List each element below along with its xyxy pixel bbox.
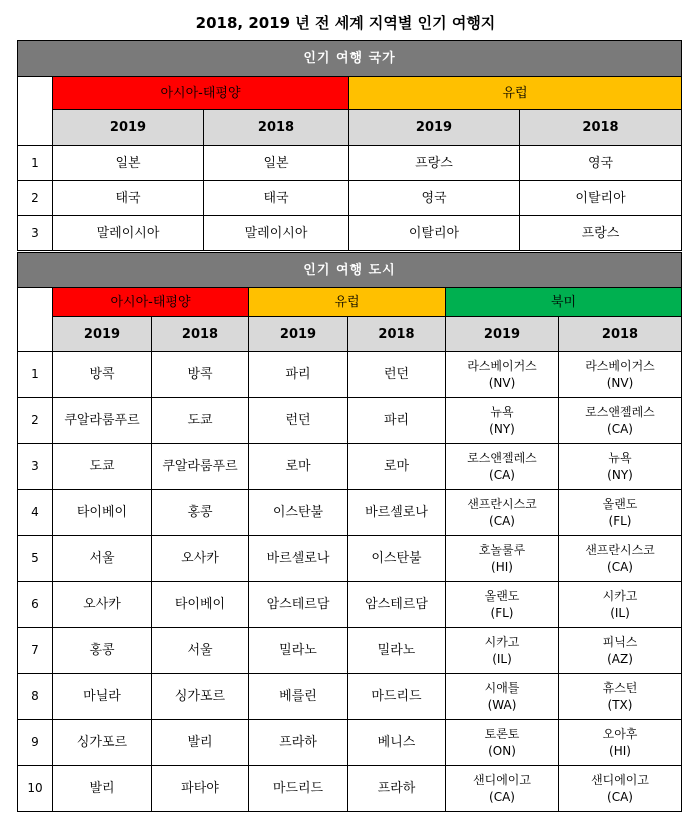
country-cell: 이탈리아 bbox=[520, 181, 682, 216]
table-row bbox=[18, 490, 682, 536]
city-cell: 싱가포르 bbox=[53, 720, 152, 766]
na-city-cell bbox=[446, 352, 559, 398]
city-cell: 오사카 bbox=[152, 536, 249, 582]
rank-cell: 4 bbox=[18, 490, 53, 536]
rank-cell: 8 bbox=[18, 674, 53, 720]
na-city-name: 라스베이거스 bbox=[467, 358, 537, 373]
na-state-code: (HI) bbox=[609, 743, 631, 758]
na-state-code: (FL) bbox=[608, 513, 632, 528]
na-state-code: (CA) bbox=[489, 513, 515, 528]
city-cell: 쿠알라룸푸르 bbox=[152, 444, 249, 490]
table-row bbox=[18, 444, 682, 490]
rank-header-blank bbox=[18, 288, 53, 352]
city-cell: 마드리드 bbox=[348, 674, 446, 720]
city-cell: 파리 bbox=[249, 352, 348, 398]
country-cell: 태국 bbox=[204, 181, 349, 216]
rank-cell: 9 bbox=[18, 720, 53, 766]
country-cell: 영국 bbox=[520, 146, 682, 181]
table-row bbox=[18, 766, 682, 812]
na-city-cell bbox=[446, 674, 559, 720]
na-city-name: 라스베이거스 bbox=[585, 358, 655, 373]
cities-section-title: 인기 여행 도시 bbox=[18, 253, 682, 288]
city-cell: 타이베이 bbox=[53, 490, 152, 536]
city-cell: 서울 bbox=[152, 628, 249, 674]
city-cell: 싱가포르 bbox=[152, 674, 249, 720]
na-city-name: 샌프란시스코 bbox=[585, 542, 655, 557]
na-city-name: 샌디에이고 bbox=[591, 772, 649, 787]
na-city-name: 휴스턴 bbox=[602, 680, 638, 695]
na-city-name: 올랜도 bbox=[602, 496, 638, 511]
city-cell: 암스테르담 bbox=[348, 582, 446, 628]
table-row bbox=[18, 536, 682, 582]
na-city-cell bbox=[446, 628, 559, 674]
na-state-code: (CA) bbox=[607, 559, 633, 574]
table-row bbox=[18, 628, 682, 674]
year-header: 2018 bbox=[204, 110, 349, 146]
rank-cell: 3 bbox=[18, 444, 53, 490]
region-europe: 유럽 bbox=[249, 288, 446, 317]
na-city-cell bbox=[446, 582, 559, 628]
na-city-name: 로스앤젤레스 bbox=[467, 450, 537, 465]
city-cell: 이스탄불 bbox=[348, 536, 446, 582]
na-city-name: 샌디에이고 bbox=[473, 772, 531, 787]
na-state-code: (CA) bbox=[607, 789, 633, 804]
city-cell: 밀라노 bbox=[348, 628, 446, 674]
table-row bbox=[18, 146, 682, 181]
region-asia-pacific: 아시아-태평양 bbox=[53, 77, 349, 110]
city-cell: 마드리드 bbox=[249, 766, 348, 812]
year-header: 2019 bbox=[249, 317, 348, 352]
na-city-cell bbox=[559, 674, 682, 720]
na-city-cell bbox=[446, 398, 559, 444]
city-cell: 밀라노 bbox=[249, 628, 348, 674]
table-row bbox=[18, 398, 682, 444]
city-cell: 발리 bbox=[152, 720, 249, 766]
na-city-name: 샌프란시스코 bbox=[467, 496, 537, 511]
country-cell: 말레이시아 bbox=[53, 216, 204, 251]
city-cell: 베를린 bbox=[249, 674, 348, 720]
na-city-name: 뉴욕 bbox=[608, 450, 632, 465]
rank-cell: 6 bbox=[18, 582, 53, 628]
city-cell: 방콕 bbox=[53, 352, 152, 398]
na-city-cell bbox=[446, 766, 559, 812]
na-city-cell bbox=[559, 582, 682, 628]
na-state-code: (NV) bbox=[606, 375, 634, 390]
na-state-code: (NV) bbox=[488, 375, 516, 390]
region-asia-pacific: 아시아-태평양 bbox=[53, 288, 249, 317]
year-header: 2019 bbox=[349, 110, 520, 146]
na-city-cell bbox=[446, 720, 559, 766]
city-cell: 로마 bbox=[348, 444, 446, 490]
year-header: 2018 bbox=[520, 110, 682, 146]
page-title: 2018, 2019 년 전 세계 지역별 인기 여행지 bbox=[195, 14, 496, 32]
na-city-cell bbox=[446, 490, 559, 536]
na-city-name: 로스앤젤레스 bbox=[585, 404, 655, 419]
na-city-cell bbox=[559, 444, 682, 490]
city-cell: 도쿄 bbox=[152, 398, 249, 444]
na-city-cell bbox=[446, 444, 559, 490]
city-cell: 바르셀로나 bbox=[249, 536, 348, 582]
na-state-code: (ON) bbox=[488, 743, 516, 758]
na-city-name: 피닉스 bbox=[602, 634, 638, 649]
country-cell: 일본 bbox=[204, 146, 349, 181]
city-cell: 홍콩 bbox=[152, 490, 249, 536]
na-city-name: 호놀룰루 bbox=[478, 542, 526, 557]
city-cell: 오사카 bbox=[53, 582, 152, 628]
city-cell: 방콕 bbox=[152, 352, 249, 398]
rank-cell: 2 bbox=[18, 181, 53, 216]
na-city-cell bbox=[446, 536, 559, 582]
country-cell: 태국 bbox=[53, 181, 204, 216]
na-city-name: 뉴욕 bbox=[490, 404, 514, 419]
table-row bbox=[18, 216, 682, 251]
na-state-code: (NY) bbox=[607, 467, 633, 482]
rank-cell: 3 bbox=[18, 216, 53, 251]
year-header: 2019 bbox=[446, 317, 559, 352]
city-cell: 바르셀로나 bbox=[348, 490, 446, 536]
city-cell: 타이베이 bbox=[152, 582, 249, 628]
year-header: 2018 bbox=[559, 317, 682, 352]
countries-table bbox=[17, 40, 682, 251]
table-row bbox=[18, 352, 682, 398]
na-state-code: (HI) bbox=[491, 559, 513, 574]
city-cell: 마닐라 bbox=[53, 674, 152, 720]
na-state-code: (FL) bbox=[490, 605, 514, 620]
na-city-name: 시카고 bbox=[602, 588, 638, 603]
city-cell: 도쿄 bbox=[53, 444, 152, 490]
na-city-name: 오아후 bbox=[602, 726, 638, 741]
city-cell: 서울 bbox=[53, 536, 152, 582]
na-city-cell bbox=[559, 352, 682, 398]
table-row bbox=[18, 181, 682, 216]
city-cell: 런던 bbox=[249, 398, 348, 444]
na-city-name: 올랜도 bbox=[484, 588, 520, 603]
city-cell: 홍콩 bbox=[53, 628, 152, 674]
na-city-cell bbox=[559, 766, 682, 812]
na-state-code: (CA) bbox=[489, 467, 515, 482]
na-state-code: (TX) bbox=[607, 697, 633, 712]
rank-cell: 1 bbox=[18, 352, 53, 398]
country-cell: 영국 bbox=[349, 181, 520, 216]
na-state-code: (NY) bbox=[489, 421, 515, 436]
country-cell: 일본 bbox=[53, 146, 204, 181]
region-north-america: 북미 bbox=[446, 288, 682, 317]
rank-cell: 5 bbox=[18, 536, 53, 582]
na-city-name: 시애틀 bbox=[484, 680, 520, 695]
rank-cell: 1 bbox=[18, 146, 53, 181]
countries-section-title: 인기 여행 국가 bbox=[18, 41, 682, 77]
year-header: 2019 bbox=[53, 110, 204, 146]
city-cell: 로마 bbox=[249, 444, 348, 490]
year-header: 2018 bbox=[348, 317, 446, 352]
city-cell: 런던 bbox=[348, 352, 446, 398]
year-header: 2018 bbox=[152, 317, 249, 352]
country-cell: 프랑스 bbox=[349, 146, 520, 181]
cities-table bbox=[17, 252, 682, 812]
na-city-name: 토론토 bbox=[484, 726, 520, 741]
city-cell: 이스탄불 bbox=[249, 490, 348, 536]
year-header: 2019 bbox=[53, 317, 152, 352]
country-cell: 이탈리아 bbox=[349, 216, 520, 251]
rank-cell: 7 bbox=[18, 628, 53, 674]
na-city-cell bbox=[559, 536, 682, 582]
na-state-code: (IL) bbox=[610, 605, 630, 620]
city-cell: 파타야 bbox=[152, 766, 249, 812]
city-cell: 베니스 bbox=[348, 720, 446, 766]
na-city-cell bbox=[559, 628, 682, 674]
na-state-code: (WA) bbox=[487, 697, 517, 712]
rank-cell: 10 bbox=[18, 766, 53, 812]
na-state-code: (CA) bbox=[607, 421, 633, 436]
na-city-cell bbox=[559, 398, 682, 444]
city-cell: 프라하 bbox=[249, 720, 348, 766]
city-cell: 파리 bbox=[348, 398, 446, 444]
na-city-cell bbox=[559, 720, 682, 766]
table-row bbox=[18, 674, 682, 720]
country-cell: 프랑스 bbox=[520, 216, 682, 251]
table-row bbox=[18, 720, 682, 766]
rank-header-blank bbox=[18, 77, 53, 146]
city-cell: 프라하 bbox=[348, 766, 446, 812]
na-city-cell bbox=[559, 490, 682, 536]
table-row bbox=[18, 582, 682, 628]
rank-cell: 2 bbox=[18, 398, 53, 444]
city-cell: 발리 bbox=[53, 766, 152, 812]
region-europe: 유럽 bbox=[349, 77, 682, 110]
city-cell: 암스테르담 bbox=[249, 582, 348, 628]
na-state-code: (IL) bbox=[492, 651, 512, 666]
na-state-code: (CA) bbox=[489, 789, 515, 804]
city-cell: 쿠알라룸푸르 bbox=[53, 398, 152, 444]
country-cell: 말레이시아 bbox=[204, 216, 349, 251]
na-city-name: 시카고 bbox=[484, 634, 520, 649]
na-state-code: (AZ) bbox=[607, 651, 633, 666]
